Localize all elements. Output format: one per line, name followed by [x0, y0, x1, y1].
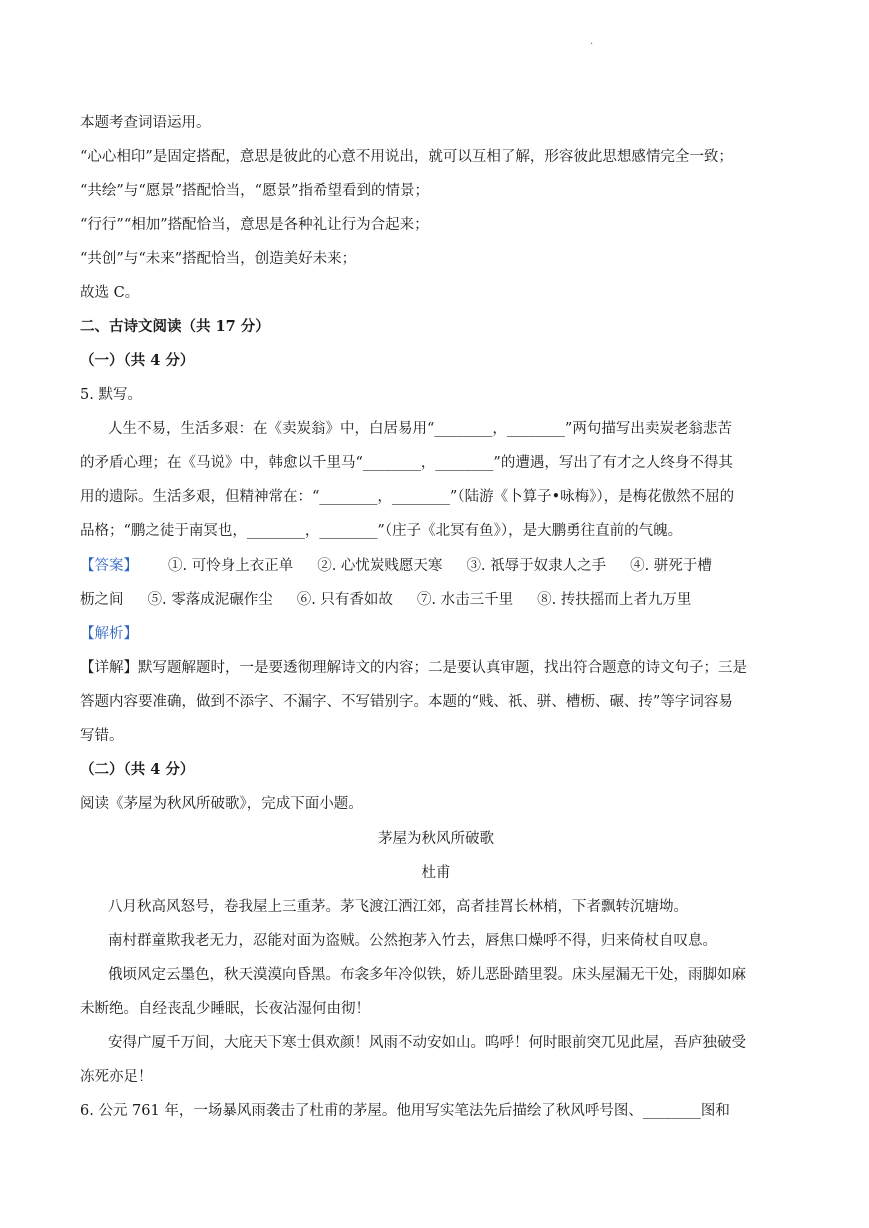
poem-title: 茅屋为秋风所破歌 — [378, 831, 494, 847]
answer-item: ③. 祇辱于奴隶人之手 — [466, 558, 607, 574]
analysis-line-5: “共创”与“未来”搭配恰当，创造美好未来； — [80, 251, 357, 267]
answer-item: ⑥. 只有香如故 — [296, 592, 393, 608]
detail-line-3: 写错。 — [80, 728, 124, 744]
analysis-line-1: 本题考查词语运用。 — [80, 115, 211, 131]
answer-item: 枥之间 — [80, 592, 124, 608]
analysis-line-3: “共绘”与“愿景”搭配恰当，“愿景”指希望看到的情景； — [80, 183, 429, 199]
answer-item: ②. 心忧炭贱愿天寒 — [317, 558, 443, 574]
q5-para-1: 人生不易，生活多艰：在《卖炭翁》中，白居易用“________，________”两句描写出卖炭老翁悲苦 — [108, 421, 732, 437]
analysis-label: 【解析】 — [80, 626, 138, 642]
analysis-line-6: 故选 C。 — [80, 285, 140, 301]
answer-item: ⑧. 抟扶摇而上者九万里 — [537, 592, 692, 608]
q6-stem: 6. 公元 761 年，一场暴风雨袭击了杜甫的茅屋。他用写实笔法先后描绘了秋风呼号图、________图和 — [80, 1103, 730, 1119]
header-dot: . — [590, 36, 594, 47]
part1-title: （一）（共 4 分） — [80, 352, 195, 369]
detail-line-2: 答题内容要准确，做到不添字、不漏字、不写错别字。本题的“贱、祇、骈、槽枥、碾、抟”等字词容易 — [80, 694, 733, 710]
answer-item: ⑤. 零落成泥碾作尘 — [147, 592, 273, 608]
poem-author: 杜甫 — [421, 865, 451, 881]
poem-stanza-4a: 安得广厦千万间，大庇天下寒士俱欢颜！风雨不动安如山。呜呼！何时眼前突兀见此屋，吾庐独破受 — [108, 1035, 746, 1051]
q5-para-3: 用的遗际。生活多艰，但精神常在：“________，________”（陆游《卜算子•咏梅》），是梅花傲然不屈的 — [80, 489, 735, 505]
answer-item: ⑦. 水击三千里 — [416, 592, 514, 608]
poem-stanza-4b: 冻死亦足！ — [80, 1069, 153, 1085]
q5-stem: 5. 默写。 — [80, 387, 142, 403]
poem-stanza-2: 南村群童欺我老无力，忍能对面为盗贼。公然抱茅入竹去，唇焦口燥呼不得，归来倚杖自叹息。 — [108, 933, 717, 949]
q5-para-2: 的矛盾心理；在《马说》中，韩愈以千里马“________，________”的遭遇，写出了有才之人终身不得其 — [80, 455, 733, 471]
answer-item: ①. 可怜身上衣正单 — [168, 558, 294, 574]
part2-intro: 阅读《茅屋为秋风所破歌》，完成下面小题。 — [80, 796, 363, 812]
poem-stanza-1: 八月秋高风怒号，卷我屋上三重茅。茅飞渡江洒江郊，高者挂罥长林梢，下者飘转沉塘坳。 — [108, 899, 688, 915]
section-title: 二、古诗文阅读（共 17 分） — [80, 318, 270, 335]
q5-para-4: 品格；“鹏之徒于南冥也，________，________”（庄子《北冥有鱼》），是大鹏勇往直前的气魄。 — [80, 523, 683, 539]
poem-stanza-3b: 未断绝。自经丧乱少睡眠，长夜沾湿何由彻！ — [80, 1001, 370, 1017]
poem-stanza-3a: 俄顷风定云墨色，秋天漠漠向昏黑。布衾多年冷似铁，娇儿恶卧踏里裂。床头屋漏无干处，雨脚如麻 — [108, 967, 746, 983]
answer-item: ④. 骈死于槽 — [630, 558, 712, 574]
detail-line-1: 【详解】默写题解题时，一是要透彻理解诗文的内容；二是要认真审题，找出符合题意的诗文句子；三是 — [80, 660, 747, 676]
answer-row-2 — [80, 590, 792, 610]
answer-label: 【答案】 — [80, 558, 138, 574]
analysis-line-4: “行行”“相加”搭配恰当，意思是各种礼让行为合起来； — [80, 217, 429, 233]
part2-title: （二）（共 4 分） — [80, 761, 195, 778]
answer-row-1 — [80, 556, 792, 576]
analysis-line-2: “心心相印”是固定搭配，意思是彼此的心意不用说出，就可以互相了解，形容彼此思想感情完全一致； — [80, 149, 733, 165]
